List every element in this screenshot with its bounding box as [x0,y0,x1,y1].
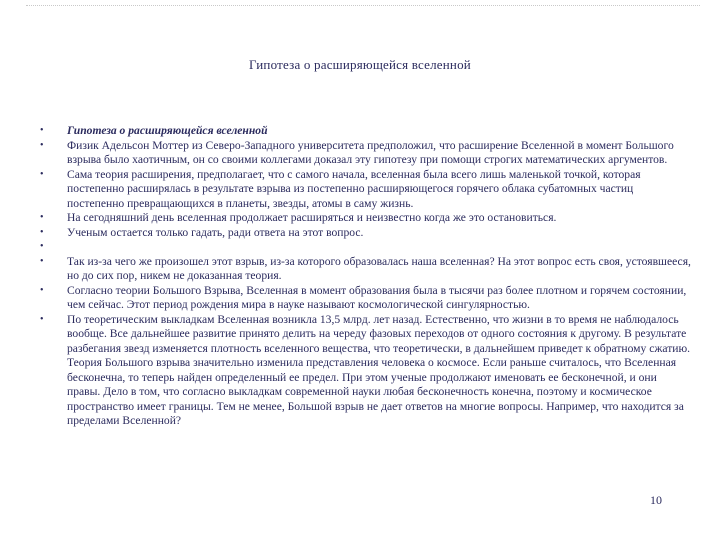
bullet-icon: • [40,255,44,267]
top-dotted-line [26,5,700,6]
bullet-list [40,124,692,429]
bullet-icon: • [40,168,44,180]
bullet-text: Ученым остается только гадать, ради ответа на этот вопрос. [67,225,364,239]
bullet-item [40,240,692,255]
bullet-text: На сегодняшний день вселенная продолжает расширяться и неизвестно когда же это остановиться. [67,211,557,224]
bullet-icon: • [40,313,44,325]
bullet-item [40,168,692,212]
bullet-text [67,240,692,255]
bullet-icon: • [40,139,44,151]
bullet-item [40,255,692,284]
bullet-text: По теоретическим выкладкам Вселенная возникла 13,5 млрд. лет назад. Естественно, что жизни в то время не наблюдалось вообще. Все дальнейшее развитие принято делить на череду фазовых переходов от одного состояния к другому. В результате разбегания звезд изменяется плотность вселенного вещества, что теоретически, в дальнейшем приведет к обратному сжатию. Теория Большого взрыва значительно изменила представления человека о космосе. Если раньше считалось, что Вселенная бесконечна, то теперь найден определенный ее предел. При этом ученые продолжают именовать ее бесконечной, и они правы. Дело в том, что согласно выкладкам современной науки любая бесконечность конечна, поэтому и космическое пространство имеет границы. Тем не менее, Большой взрыв не дает ответов на многие вопросы. Например, что находится за пределами Вселенной? [67,312,691,427]
bullet-text: Физик Адельсон Моттер из Северо-Западного университета предположил, что расширение Вселенной в момент Большого взрыва было хаотичным, он со своими коллегами доказал эту гипотезу при помощи строгих математических аргументов. [67,138,674,166]
bullet-icon: • [40,226,44,238]
bullet-icon: • [40,212,44,223]
bullet-item [40,313,692,429]
bullet-item [40,226,692,241]
bullet-icon: • [40,125,44,136]
bullet-text: Согласно теории Большого Взрыва, Вселенная в момент образования была в тысячи раз более плотном и горячем состоянии, чем сейчас. Этот период рождения мира в науке называют космологической сингулярностью. [67,283,687,311]
bullet-text: Гипотеза о расширяющейся вселенной [67,124,268,137]
bullet-item [40,284,692,313]
slide-title: Гипотеза о расширяющейся вселенной [249,57,471,72]
bullet-text: Так из-за чего же произошел этот взрыв, из-за которого образовалась наша вселенная? На этот вопрос есть своя, устоявшееся, но до сих пор, никем не доказанная теория. [67,254,691,282]
page-number: 10 [650,493,662,507]
bullet-item [40,124,692,139]
bullet-text: Сама теория расширения, предполагает, что с самого начала, вселенная была всего лишь маленькой точкой, которая постепенно расширялась в результате взрыва из постепенно расширяющегося горячего облака субатомных частиц постепенно превращающихся в планеты, звезды, атомы в саму жизнь. [67,167,641,210]
bullet-icon: • [40,241,44,252]
bullet-item [40,211,692,226]
bullet-icon: • [40,284,44,296]
bullet-item [40,139,692,168]
